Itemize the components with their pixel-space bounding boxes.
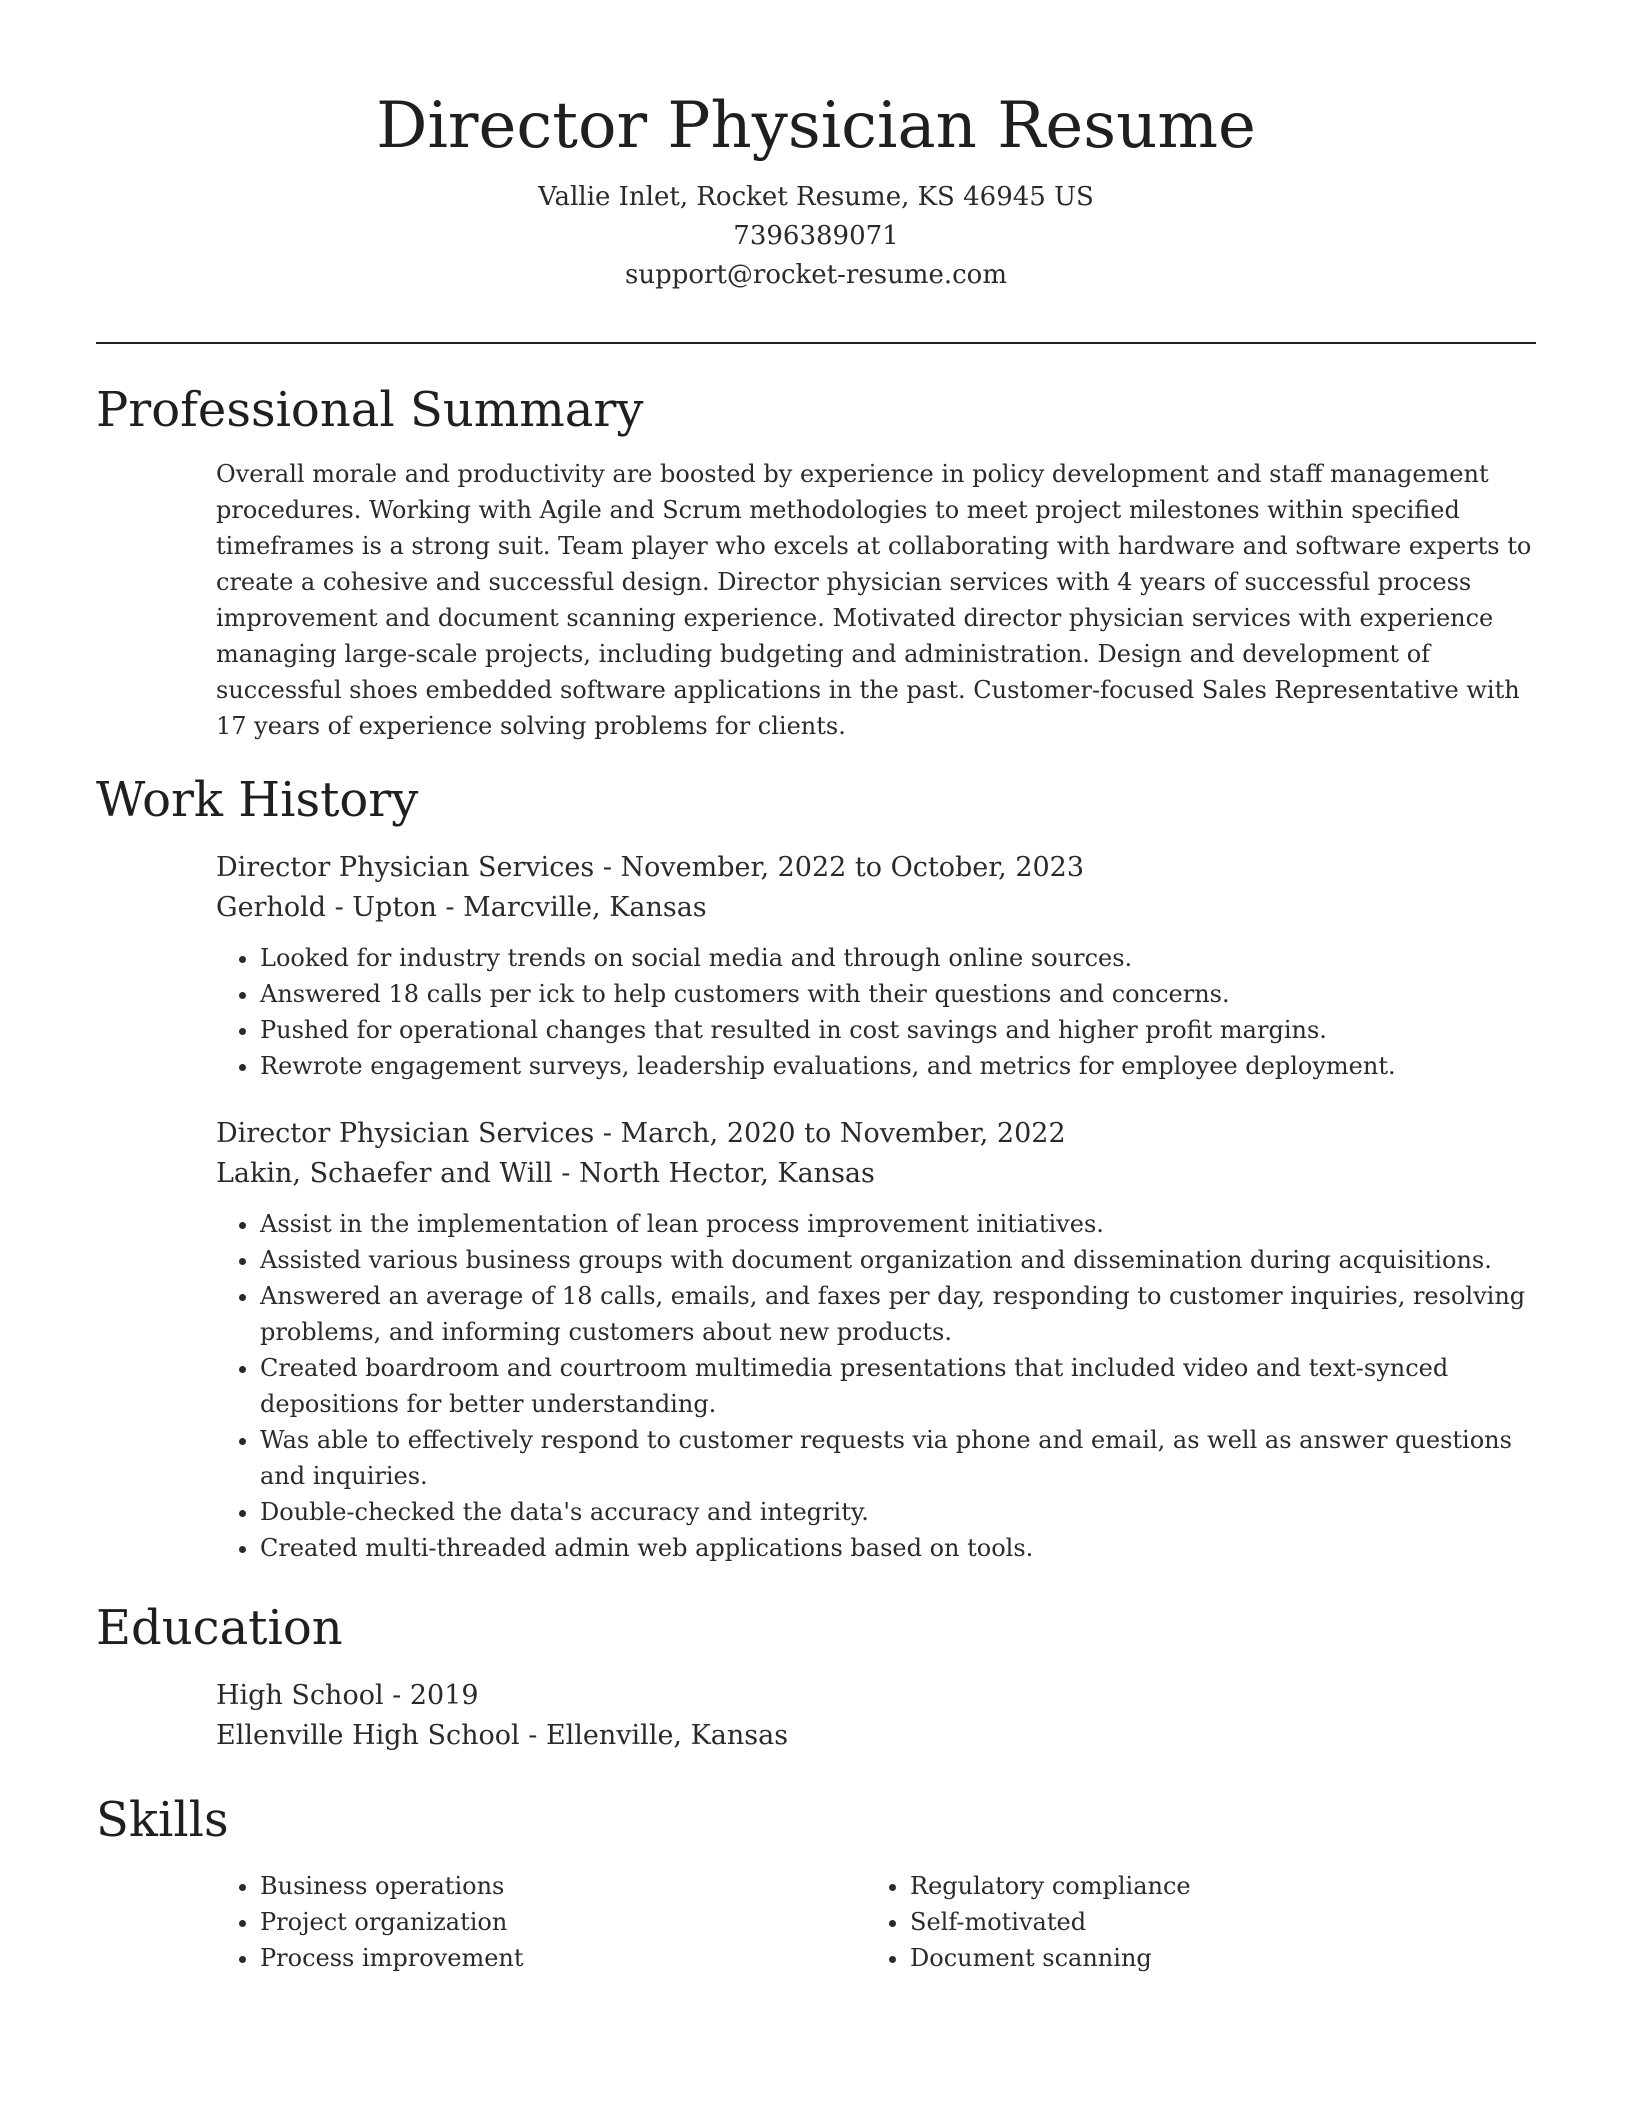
page-title: Director Physician Resume: [376, 89, 1256, 163]
contact-block: [0, 178, 1632, 295]
skills-column-left: [216, 1868, 866, 1976]
work-history-section: [96, 768, 1536, 1566]
list-item: • Self-motivated: [910, 1904, 1516, 1940]
job-bullets: [216, 940, 1536, 1084]
list-item: • Created boardroom and courtroom multimedia presentations that included video and text-synced depositions for better understanding.: [260, 1350, 1536, 1422]
job-bullets: [216, 1206, 1536, 1566]
job-title-line: Director Physician Services - March, 2020 to November, 2022: [216, 1118, 1066, 1149]
list-item: • Assisted various business groups with document organization and dissemination during acquisitions.: [260, 1242, 1536, 1278]
list-item: • Process improvement: [260, 1940, 866, 1976]
list-item: • Created multi-threaded admin web applications based on tools.: [260, 1530, 1536, 1566]
summary-text: Overall morale and productivity are boosted by experience in policy development and staff management procedures. Working with Agile and Scrum methodologies to meet project milestones within specified timeframes is a strong suit. Team player who excels at collaborating with hardware and software experts to create a cohesive and successful design. Director physician services with 4 years of successful process improvement and document scanning experience. Motivated director physician services with experience managing large-scale projects, including budgeting and administration. Design and development of successful shoes embedded software applications in the past. Customer-focused Sales Representative with 17 years of experience solving problems for clients.: [216, 460, 1532, 740]
education-degree-line: High School - 2019: [216, 1680, 479, 1711]
list-item: • Was able to effectively respond to customer requests via phone and email, as well as answer questions and inquiries.: [260, 1422, 1536, 1494]
contact-email: support@rocket-resume.com: [624, 260, 1007, 290]
education-school-line: Ellenville High School - Ellenville, Kansas: [216, 1720, 789, 1751]
skills-heading: Skills: [96, 1792, 229, 1848]
list-item: • Double-checked the data's accuracy and integrity.: [260, 1494, 1536, 1530]
list-item: • Looked for industry trends on social media and through online sources.: [260, 940, 1536, 976]
list-item: • Answered 18 calls per ick to help customers with their questions and concerns.: [260, 976, 1536, 1012]
education-heading: Education: [96, 1600, 343, 1656]
list-item: • Assist in the implementation of lean process improvement initiatives.: [260, 1206, 1536, 1242]
summary-heading: Professional Summary: [96, 382, 644, 438]
list-item: • Business operations: [260, 1868, 866, 1904]
education-section: [96, 1596, 1536, 1756]
job-company-line: Gerhold - Upton - Marcville, Kansas: [216, 892, 707, 923]
list-item: • Pushed for operational changes that resulted in cost savings and higher profit margins.: [260, 1012, 1536, 1048]
list-item: • Regulatory compliance: [910, 1868, 1516, 1904]
contact-address: Vallie Inlet, Rocket Resume, KS 46945 US: [538, 182, 1094, 212]
job-entry-1: [216, 848, 1536, 1084]
header-divider: [96, 342, 1536, 344]
resume-header: [0, 84, 1632, 295]
list-item: • Project organization: [260, 1904, 866, 1940]
list-item: • Rewrote engagement surveys, leadership evaluations, and metrics for employee deployment.: [260, 1048, 1536, 1084]
work-history-heading: Work History: [96, 772, 419, 828]
job-entry-2: [216, 1114, 1536, 1566]
skills-section: [96, 1788, 1536, 1976]
job-company-line: Lakin, Schaefer and Will - North Hector, Kansas: [216, 1158, 875, 1189]
education-entry: [216, 1676, 1536, 1756]
list-item: • Answered an average of 18 calls, emails, and faxes per day, responding to customer inquiries, resolving problems, and informing customers about new products.: [260, 1278, 1536, 1350]
summary-section: [96, 378, 1536, 744]
skills-column-right: [866, 1868, 1516, 1976]
contact-phone: 7396389071: [733, 221, 899, 251]
skills-grid: [216, 1868, 1536, 1976]
job-title-line: Director Physician Services - November, 2022 to October, 2023: [216, 852, 1085, 883]
list-item: • Document scanning: [910, 1940, 1516, 1976]
